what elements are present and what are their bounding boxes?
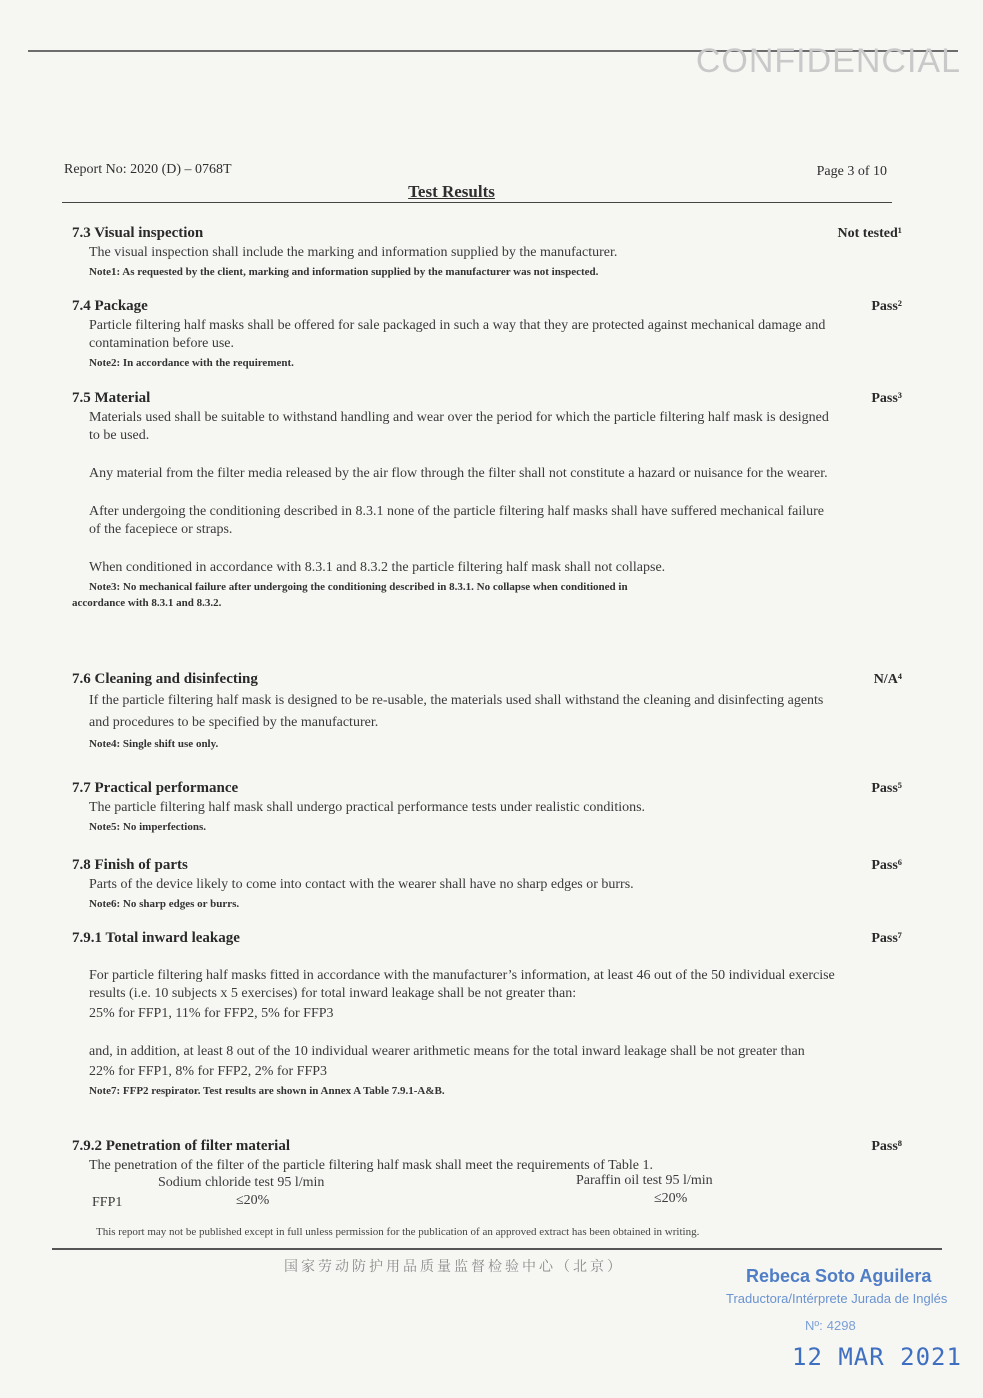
section-note-continuation: accordance with 8.3.1 and 8.3.2. (72, 597, 222, 609)
issuer-chinese-name: 国家劳动防护用品质量监督检验中心（北京） (284, 1259, 624, 1275)
section-finish-of-parts (72, 856, 902, 912)
section-text: and, in addition, at least 8 out of the 10 individual wearer arithmetic means for the total inward leakage shall be not greater than (89, 1044, 805, 1059)
section-text: For particle filtering half masks fitted in accordance with the manufacturer’s information, at least 46 out of the 50 individual exercise results (i.e. 10 subjects x 5 exercises) for total inward leakage shall be not greater than: (89, 968, 835, 1001)
footer-note: This report may not be published except in full unless permission for the publication of an approved extract has been obtained in writing. (96, 1226, 700, 1238)
section-result: Pass⁸ (871, 1139, 902, 1154)
section-title: 7.8 Finish of parts (72, 857, 188, 873)
section-title: 7.9.1 Total inward leakage (72, 930, 240, 946)
section-result: Not tested¹ (837, 226, 902, 241)
section-total-inward-leakage (72, 929, 902, 1099)
report-number: Report No: 2020 (D) – 0768T (64, 162, 232, 177)
section-material (72, 389, 902, 611)
section-title: 7.3 Visual inspection (72, 225, 204, 241)
section-text: 25% for FFP1, 11% for FFP2, 5% for FFP3 (89, 1006, 334, 1021)
stamp-number-value: 4298 (826, 1318, 856, 1333)
section-cleaning (72, 670, 902, 752)
table-cell-sodium-chloride: ≤20% (236, 1193, 270, 1208)
section-result: Pass⁶ (871, 858, 902, 873)
section-title: 7.4 Package (72, 298, 148, 314)
section-note: Note6: No sharp edges or burrs. (89, 898, 240, 910)
section-title: 7.5 Material (72, 390, 151, 406)
header-rule (62, 202, 892, 203)
section-title: 7.6 Cleaning and disinfecting (72, 671, 258, 687)
section-title: 7.9.2 Penetration of filter material (72, 1138, 290, 1154)
section-result: Pass³ (871, 391, 902, 406)
page-number: Page 3 of 10 (816, 164, 887, 179)
translator-stamp-name: Rebeca Soto Aguilera (746, 1266, 932, 1286)
section-text: The visual inspection shall include the marking and information supplied by the manufacturer. (89, 245, 618, 260)
section-note: Note4: Single shift use only. (89, 738, 219, 750)
section-visual-inspection (72, 224, 902, 280)
section-title: 7.7 Practical performance (72, 780, 239, 796)
table-row-label: FFP1 (92, 1195, 123, 1210)
table-col-sodium-chloride: Sodium chloride test 95 l/min (158, 1175, 325, 1190)
section-text: Parts of the device likely to come into contact with the wearer shall have no sharp edges or burrs. (89, 877, 634, 892)
section-note: Note5: No imperfections. (89, 821, 206, 833)
penetration-table-header (72, 1175, 902, 1193)
section-note: Note1: As requested by the client, marking and information supplied by the manufacturer was not inspected. (89, 266, 599, 278)
translator-stamp-number (805, 1318, 856, 1333)
section-result: Pass² (871, 299, 902, 314)
section-text: When conditioned in accordance with 8.3.1 and 8.3.2 the particle filtering half mask shall not collapse. (89, 560, 666, 575)
section-text: 22% for FFP1, 8% for FFP2, 2% for FFP3 (89, 1064, 328, 1079)
section-text: Particle filtering half masks shall be offered for sale packaged in such a way that they are protected against mechanical damage and contamination before use. (89, 318, 826, 351)
section-note: Note7: FFP2 respirator. Test results are shown in Annex A Table 7.9.1-A&B. (89, 1085, 445, 1097)
section-result: Pass⁷ (871, 931, 902, 946)
document-title: Test Results (408, 182, 495, 201)
section-note-text: Note3: No mechanical failure after undergoing the conditioning described in 8.3.1. No collapse when conditioned in (89, 581, 628, 593)
table-col-paraffin-oil: Paraffin oil test 95 l/min (576, 1173, 713, 1188)
section-practical-performance (72, 779, 902, 835)
section-text: After undergoing the conditioning described in 8.3.1 none of the particle filtering half masks shall have suffered mechanical failure of the facepiece or straps. (89, 504, 825, 537)
section-text: If the particle filtering half mask is designed to be re-usable, the materials used shall withstand the cleaning and disinfecting agents and procedures to be specified by the manufacturer. (89, 693, 824, 730)
footer-rule (52, 1248, 942, 1250)
section-note (72, 579, 854, 611)
table-cell-paraffin-oil: ≤20% (654, 1191, 688, 1206)
section-penetration (72, 1137, 902, 1211)
confidential-watermark: CONFIDENCIAL (695, 42, 961, 80)
translator-stamp-role: Traductora/Intérprete Jurada de Inglés (726, 1291, 948, 1306)
stamp-number-label: Nº: (805, 1318, 823, 1333)
section-text: The penetration of the filter of the particle filtering half mask shall meet the requirements of Table 1. (89, 1158, 653, 1173)
penetration-table-row (72, 1193, 902, 1211)
section-text: The particle filtering half mask shall undergo practical performance tests under realistic conditions. (89, 800, 646, 815)
section-result: Pass⁵ (871, 781, 902, 796)
section-result: N/A⁴ (873, 672, 902, 687)
section-text: Any material from the filter media released by the air flow through the filter shall not constitute a hazard or nuisance for the wearer. (89, 466, 828, 481)
date-stamp: 12 MAR 2021 (792, 1343, 962, 1371)
section-package (72, 297, 902, 371)
section-note: Note2: In accordance with the requirement. (89, 357, 294, 369)
section-text: Materials used shall be suitable to withstand handling and wear over the period for which the particle filtering half mask is designed to be used. (89, 410, 829, 443)
